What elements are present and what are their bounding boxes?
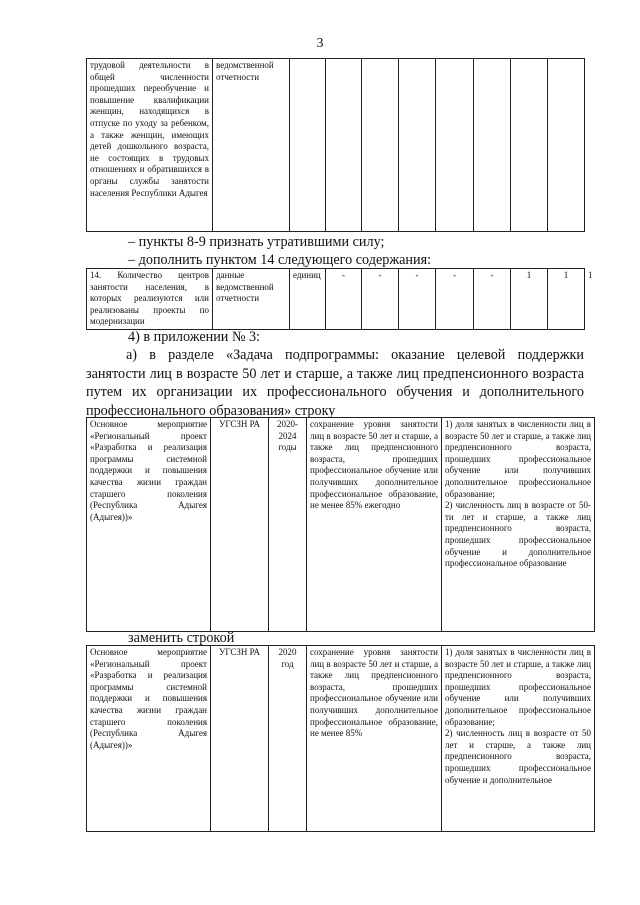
- indicator-item: 2) численность лиц в возрасте от 50-ти лет и старше, а также лиц предпенсионного возраста, прошедших профессиональное обучение и дополнительное профессиональное образование: [445, 500, 591, 569]
- appendix-line: 4) в приложении № 3:: [128, 329, 261, 345]
- indicators-cell: [442, 418, 595, 632]
- indicator-item: 2) численность лиц в возрасте от 50 лет и старше, а также лиц предпенсионного возраста, прошедших профессиональное обучение и дополнительное: [445, 728, 591, 785]
- value-cell: -: [436, 269, 474, 330]
- value-cell: -: [326, 269, 362, 330]
- item-14-table: 14. Количество центров занятости населения, в которых реализуются или реализованы проекты по модернизации данные ведомственной отчетности единиц - - - - - 1 1 1: [86, 268, 585, 330]
- indicator-cell: трудовой деятельности в общей численности прошедших переобучение и повышение квалификации женщин, находящихся в отпуске по уходу за ребенком, а также женщин, имеющих детей дошкольного возраста, не состоящих в трудовых отношениях и обратившихся в органы службы занятости населения Республики Адыгея: [87, 59, 213, 232]
- value-cell: [436, 59, 474, 232]
- result-cell: сохранение уровня занятости лиц в возрасте 50 лет и старше, а также лиц предпенсионного возраста, прошедших профессиональное обучение или получивших дополнительное профессиональное образование, не менее 85% ежегодно: [307, 418, 442, 632]
- event-cell: Основное мероприятие «Региональный проект «Разработка и реализация программы системной поддержки и повышения качества жизни граждан старшего поколения (Республика Адыгея (Адыгея))»: [87, 418, 211, 632]
- executor-cell: УГСЗН РА: [211, 418, 269, 632]
- value-cell: [474, 59, 511, 232]
- event-cell: Основное мероприятие «Региональный проект «Разработка и реализация программы системной поддержки и повышения качества жизни граждан старшего поколения (Республика Адыгея (Адыгея))»: [87, 646, 211, 832]
- value-cell: [511, 59, 548, 232]
- indicator-item: 1) доля занятых в численности лиц в возрасте 50 лет и старше, а также лиц предпенсионного возраста, прошедших профессиональное обучение или получивших дополнительное профессиональное образование;: [445, 419, 591, 499]
- value-cell: 1: [511, 269, 548, 330]
- term-cell: 2020-2024 годы: [269, 418, 307, 632]
- replace-line: заменить строкой: [128, 630, 235, 646]
- result-cell: сохранение уровня занятости лиц в возрасте 50 лет и старше, а также лиц предпенсионного возраста, прошедших профессиональное обучение или получивших дополнительное профессиональное образование, не менее 85%: [307, 646, 442, 832]
- value-cell: -: [399, 269, 436, 330]
- row-old-table: [86, 417, 595, 632]
- value-cell: -: [362, 269, 399, 330]
- value-cell: [362, 59, 399, 232]
- indicator-item: 1) доля занятых в численности лиц в возрасте 50 лет и старше, а также лиц предпенсионного возраста, прошедших профессиональное обучение или получивших дополнительное профессиональное образование;: [445, 647, 591, 727]
- unit-cell: единиц: [290, 269, 326, 330]
- value-cell: [399, 59, 436, 232]
- source-cell: ведомственной отчетности: [213, 59, 290, 232]
- item-add: – дополнить пунктом 14 следующего содержания:: [128, 252, 432, 268]
- term-cell: 2020 год: [269, 646, 307, 832]
- value-cell: [290, 59, 326, 232]
- indicator-cell: 14. Количество центров занятости населения, в которых реализуются или реализованы проекты по модернизации: [87, 269, 213, 330]
- value-cell: -: [474, 269, 511, 330]
- executor-cell: УГСЗН РА: [211, 646, 269, 832]
- value-cell: [326, 59, 362, 232]
- indicators-table-continued: [86, 58, 585, 232]
- source-cell: данные ведомственной отчетности: [213, 269, 290, 330]
- row-new-table: [86, 645, 595, 832]
- value-cell: [548, 59, 585, 232]
- indicators-cell: [442, 646, 595, 832]
- page-number: 3: [316, 36, 324, 51]
- paragraph-a: а) в разделе «Задача подпрограммы: оказание целевой поддержки занятости лиц в возрасте 50 лет и старше, а также лиц предпенсионного возраста путем их организации их профессионального обучения и дополнительного профессионального образования» строку: [86, 347, 584, 419]
- item-void: – пункты 8-9 признать утратившими силу;: [128, 234, 385, 250]
- value-cell: 1: [548, 269, 585, 330]
